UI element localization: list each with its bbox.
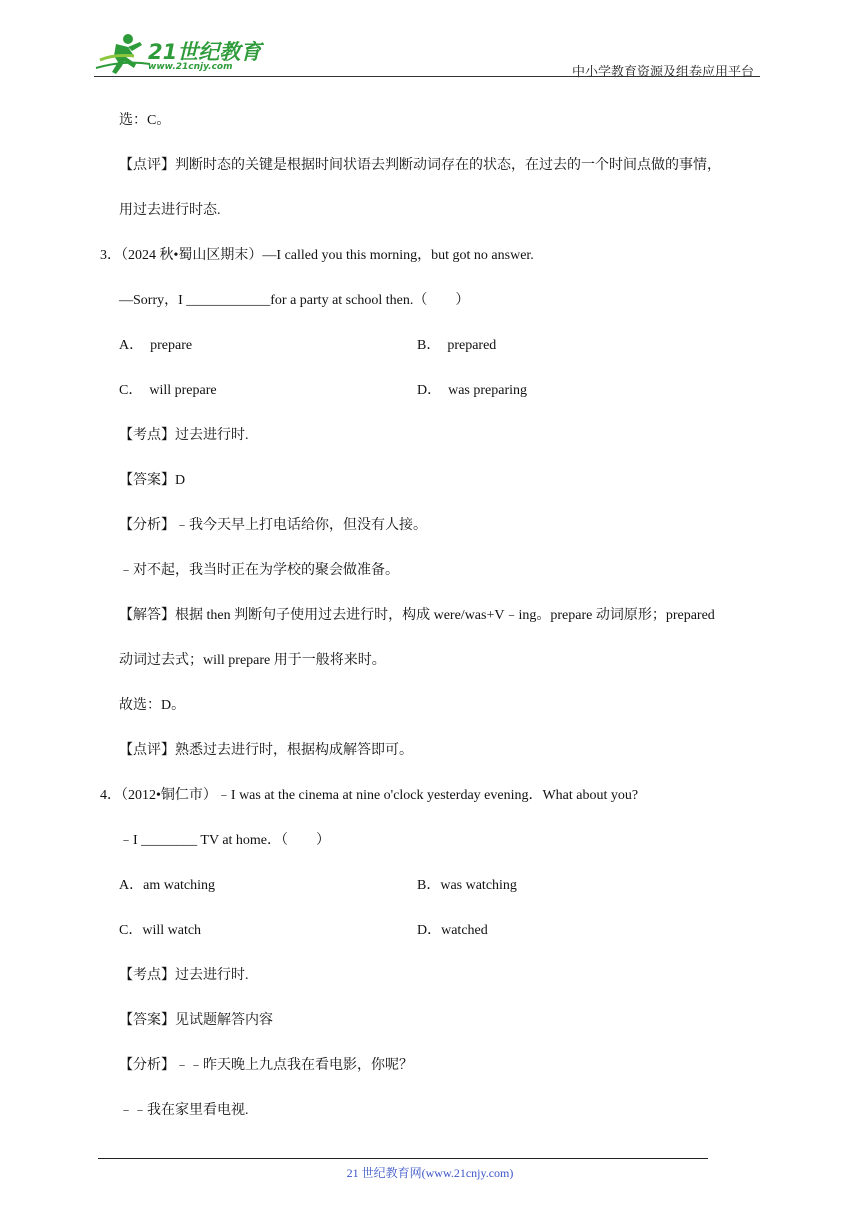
text-line: 用过去进行时态. [119, 203, 221, 218]
site-logo[interactable] [94, 30, 264, 76]
q3-analysis: 【分析】﹣我今天早上打电话给你，但没有人接。 [119, 518, 427, 533]
footer-link[interactable]: 21 世纪教育网(www.21cnjy.com) [346, 1166, 514, 1180]
q4-analysis: 【分析】﹣﹣昨天晚上九点我在看电影，你呢？ [119, 1058, 413, 1073]
q4-answer: 【答案】见试题解答内容 [119, 1013, 273, 1028]
header-divider [94, 76, 760, 77]
question-3-stem: 3．（2024 秋•蜀山区期末）—I called you this morning，but got no answer. [100, 248, 534, 263]
q4-option-d: D．watched [417, 923, 488, 938]
q3-option-b: B． prepared [417, 338, 497, 353]
q3-kaodian: 【考点】过去进行时. [119, 428, 249, 443]
q4-kaodian: 【考点】过去进行时. [119, 968, 249, 983]
text-line: 选：C。 [119, 113, 171, 128]
logo-title: 21世纪教育 [148, 40, 262, 64]
footer-divider [98, 1158, 708, 1159]
question-3-blank: —Sorry，I ____________for a party at school then.（ ） [119, 293, 470, 308]
q3-option-a: A． prepare [119, 338, 193, 353]
q3-analysis-2: ﹣对不起，我当时正在为学校的聚会做准备。 [119, 563, 399, 578]
platform-name: 中小学教育资源及组卷应用平台 [571, 64, 754, 79]
q4-option-c: C．will watch [119, 923, 202, 938]
logo-url: www.21cnjy.com [148, 62, 233, 72]
page-header [94, 30, 760, 78]
q3-solution: 【解答】根据 then 判断句子使用过去进行时，构成 were/was+V﹣ing。prepare 动词原形；prepared [119, 608, 715, 623]
question-4-stem: 4．（2012•铜仁市）﹣I was at the cinema at nine o'clock yesterday evening．What about you? [100, 788, 639, 803]
q3-option-c: C． will prepare [119, 383, 217, 398]
q3-answer: 【答案】D [119, 473, 186, 488]
q3-solution-2: 动词过去式；will prepare 用于一般将来时。 [119, 653, 386, 668]
q3-choice: 故选：D。 [119, 698, 186, 713]
q4-option-b: B．was watching [417, 878, 517, 893]
q4-analysis-2: ﹣﹣我在家里看电视. [119, 1103, 249, 1118]
question-4-blank: ﹣I ________ TV at home．（ ） [119, 833, 331, 848]
q4-option-a: A．am watching [119, 878, 216, 893]
q3-option-d: D． was preparing [417, 383, 528, 398]
text-line: 【点评】判断时态的关键是根据时间状语去判断动词存在的状态，在过去的一个时间点做的事情， [119, 158, 721, 173]
q3-comment: 【点评】熟悉过去进行时，根据构成解答即可。 [119, 743, 413, 758]
